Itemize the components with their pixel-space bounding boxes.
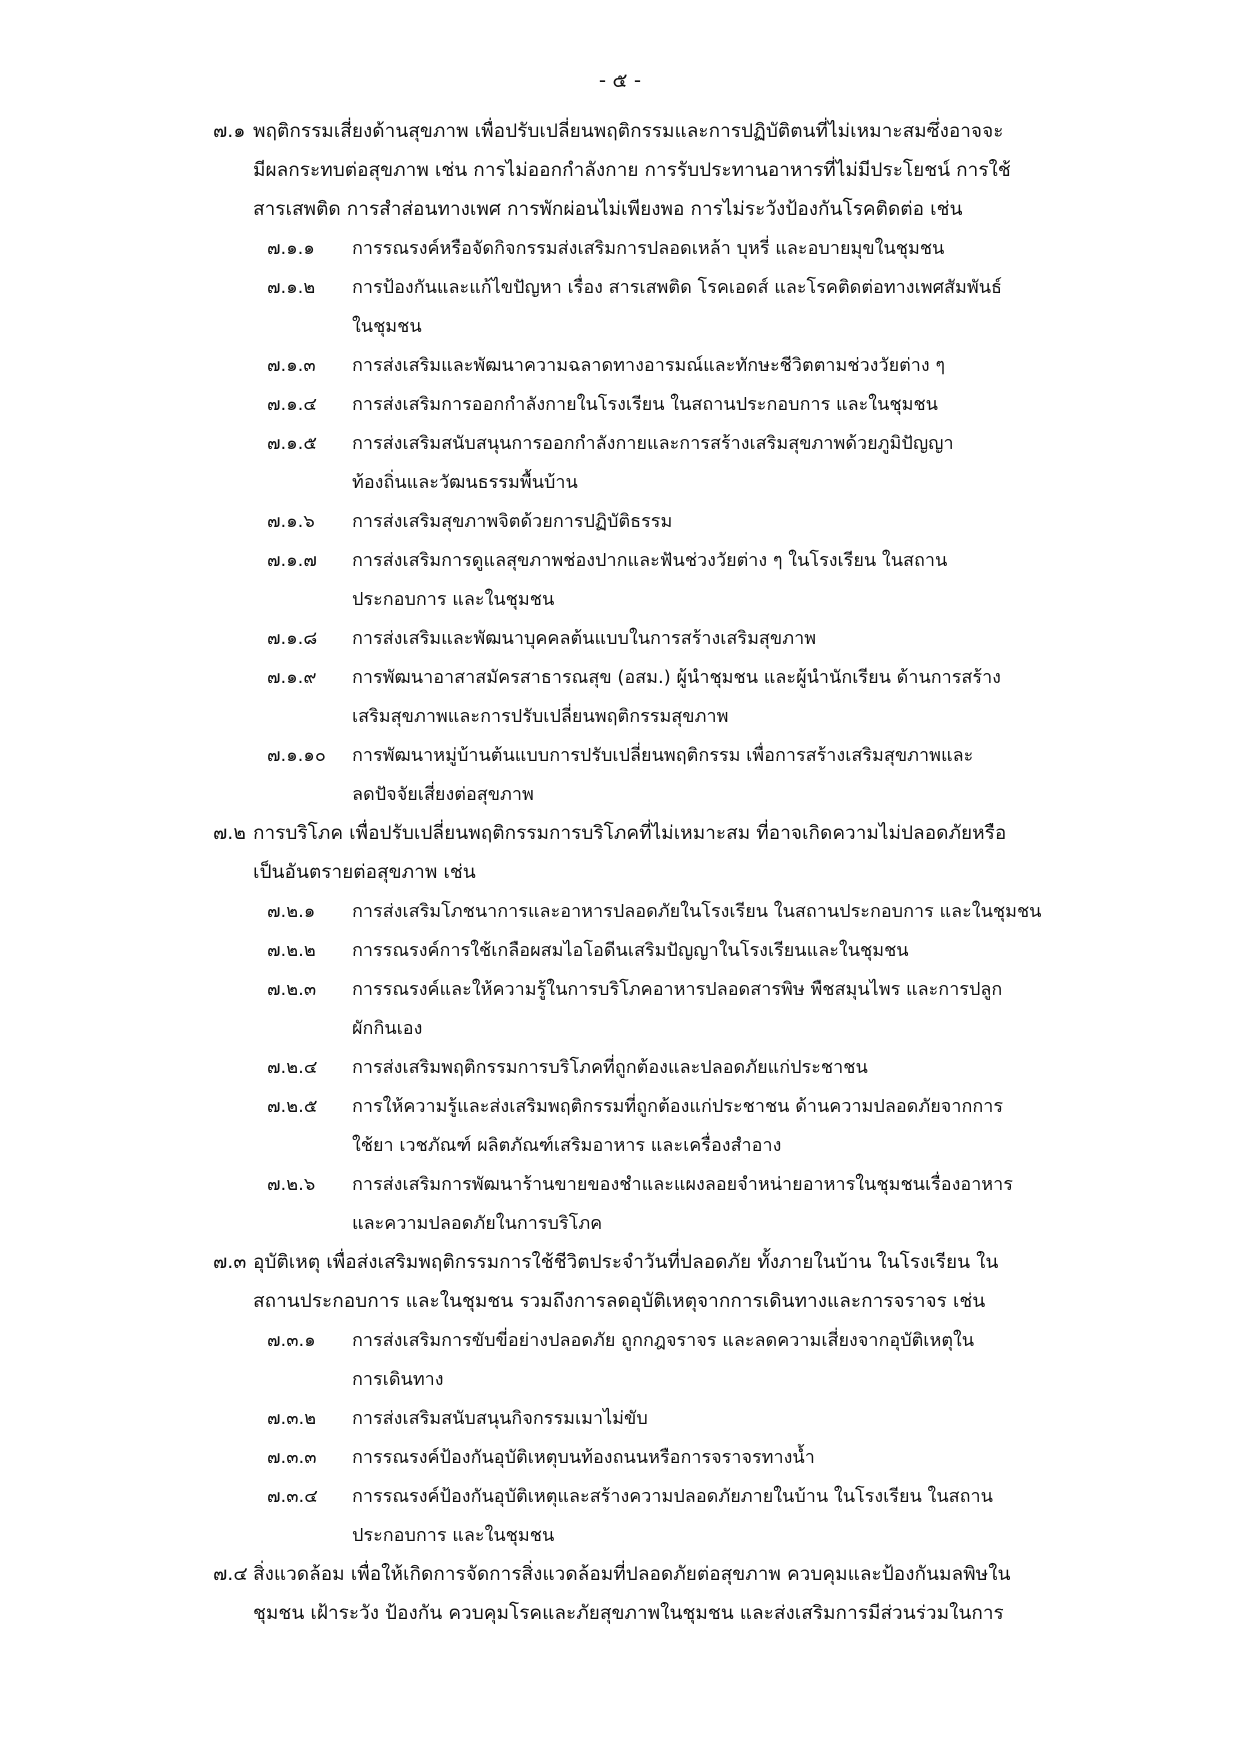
list-item-text-line: ผักกินเอง [352,1018,423,1039]
list-item-text-line: ประกอบการ และในชุมชน [352,589,555,610]
section-4 [213,1555,1098,1633]
list-item-number: ๗.๑.๑๐ [267,745,326,766]
list-item-text-line: ประกอบการ และในชุมชน [352,1525,555,1546]
list-item-text-line: การป้องกันและแก้ไขปัญหา เรื่อง สารเสพติด โรคเอดส์ และโรคติดต่อทางเพศสัมพันธ์ [352,277,1003,298]
list-item-number: ๗.๑.๘ [267,628,318,649]
list-item-text-line: การส่งเสริมการดูแลสุขภาพช่องปากและฟันช่วงวัยต่าง ๆ ในโรงเรียน ในสถาน [352,550,948,571]
page-number: - ๕ - [598,68,642,92]
list-item-text-line: การส่งเสริมการออกกำลังกายในโรงเรียน ในสถานประกอบการ และในชุมชน [352,394,938,415]
list-item-text-line: การส่งเสริมและพัฒนาความฉลาดทางอารมณ์และทักษะชีวิตตามช่วงวัยต่าง ๆ [352,355,946,376]
list-item-text-line: ในชุมชน [352,316,422,337]
section-text-line: สถานประกอบการ และในชุมชน รวมถึงการลดอุบัติเหตุจากการเดินทางและการจราจร เช่น [253,1290,986,1312]
list-item-text-line: การพัฒนาอาสาสมัครสาธารณสุข (อสม.) ผู้นำชุมชน และผู้นำนักเรียน ด้านการสร้าง [352,667,1001,688]
list-item [267,970,1107,1048]
list-item [267,1477,1107,1555]
section-number: ๗.๓ [213,1251,247,1273]
section-number: ๗.๔ [213,1563,248,1585]
list-item-number: ๗.๑.๓ [267,355,316,376]
list-item-text-line: การรณรงค์ป้องกันอุบัติเหตุและสร้างความปลอดภัยภายในบ้าน ในโรงเรียน ในสถาน [352,1486,993,1507]
list-item-number: ๗.๑.๕ [267,433,318,454]
list-item [267,931,1107,970]
section-text-line: ชุมชน เฝ้าระวัง ป้องกัน ควบคุมโรคและภัยสุขภาพในชุมชน และส่งเสริมการมีส่วนร่วมในการ [253,1602,1004,1624]
list-item [267,424,1107,502]
list-item-text-line: การส่งเสริมสุขภาพจิตด้วยการปฏิบัติธรรม [352,511,673,532]
list-item-number: ๗.๑.๔ [267,394,318,415]
section-text-line: การบริโภค เพื่อปรับเปลี่ยนพฤติกรรมการบริโภคที่ไม่เหมาะสม ที่อาจเกิดความไม่ปลอดภัยหรือ [253,822,1007,844]
list-item-text-line: การพัฒนาหมู่บ้านต้นแบบการปรับเปลี่ยนพฤติกรรม เพื่อการสร้างเสริมสุขภาพและ [352,745,974,766]
list-item-text-line: การรณรงค์หรือจัดกิจกรรมส่งเสริมการปลอดเหล้า บุหรี่ และอบายมุขในชุมชน [352,238,945,259]
list-item [267,619,1107,658]
section-text-line: อุบัติเหตุ เพื่อส่งเสริมพฤติกรรมการใช้ชีวิตประจำวันที่ปลอดภัย ทั้งภายในบ้าน ในโรงเรียน ใน [253,1251,999,1273]
list-item-text-line: การส่งเสริมโภชนาการและอาหารปลอดภัยในโรงเรียน ในสถานประกอบการ และในชุมชน [352,901,1042,922]
list-item-text-line: การเดินทาง [352,1369,444,1390]
section-number: ๗.๑ [213,120,246,142]
list-item-number: ๗.๑.๒ [267,277,316,298]
list-item-text-line: การส่งเสริมสนับสนุนกิจกรรมเมาไม่ขับ [352,1408,648,1429]
list-item-number: ๗.๒.๔ [267,1057,318,1078]
list-item [267,658,1107,736]
list-item-text-line: เสริมสุขภาพและการปรับเปลี่ยนพฤติกรรมสุขภาพ [352,706,729,727]
list-item-number: ๗.๓.๑ [267,1330,316,1351]
list-item-text-line: การส่งเสริมการพัฒนาร้านขายของชำและแผงลอยจำหน่ายอาหารในชุมชนเรื่องอาหาร [352,1174,1013,1195]
section-1 [213,112,1098,229]
list-item-text-line: การรณรงค์และให้ความรู้ในการบริโภคอาหารปลอดสารพิษ พืชสมุนไพร และการปลูก [352,979,1003,1000]
section-text-line: มีผลกระทบต่อสุขภาพ เช่น การไม่ออกกำลังกาย การรับประทานอาหารที่ไม่มีประโยชน์ การใช้ [253,159,1011,181]
list-item [267,892,1107,931]
section-3 [213,1243,1098,1321]
list-item-text-line: ใช้ยา เวชภัณฑ์ ผลิตภัณฑ์เสริมอาหาร และเครื่องสำอาง [352,1135,782,1156]
list-item-number: ๗.๑.๑ [267,238,315,259]
list-item [267,541,1107,619]
list-item-text-line: การรณรงค์ป้องกันอุบัติเหตุบนท้องถนนหรือการจราจรทางน้ำ [352,1447,815,1468]
list-item-text-line: การส่งเสริมพฤติกรรมการบริโภคที่ถูกต้องและปลอดภัยแก่ประชาชน [352,1057,868,1078]
list-item [267,346,1107,385]
list-item-number: ๗.๒.๓ [267,979,317,1000]
section-text-line: สารเสพติด การสำส่อนทางเพศ การพักผ่อนไม่เพียงพอ การไม่ระวังป้องกันโรคติดต่อ เช่น [253,198,963,220]
list-item-number: ๗.๒.๖ [267,1174,316,1195]
section-text-line: พฤติกรรมเสี่ยงด้านสุขภาพ เพื่อปรับเปลี่ยนพฤติกรรมและการปฏิบัติตนที่ไม่เหมาะสมซึ่งอาจจะ [253,120,1004,142]
list-item-number: ๗.๒.๒ [267,940,316,961]
list-item-number: ๗.๒.๑ [267,901,316,922]
list-item-text-line: ท้องถิ่นและวัฒนธรรมพื้นบ้าน [352,472,578,493]
list-item-number: ๗.๑.๙ [267,667,317,688]
list-item-number: ๗.๒.๕ [267,1096,318,1117]
list-item [267,1438,1107,1477]
section-number: ๗.๒ [213,822,246,844]
list-item [267,268,1107,346]
list-item [267,736,1107,814]
list-item-number: ๗.๑.๗ [267,550,317,571]
list-item [267,229,1107,268]
list-item-text-line: การรณรงค์การใช้เกลือผสมไอโอดีนเสริมปัญญาในโรงเรียนและในชุมชน [352,940,909,961]
list-item [267,1321,1107,1399]
list-item [267,1087,1107,1165]
list-item [267,1165,1107,1243]
list-item-number: ๗.๓.๒ [267,1408,317,1429]
list-item-number: ๗.๑.๖ [267,511,315,532]
document-body [0,112,1240,1633]
section-text-line: เป็นอันตรายต่อสุขภาพ เช่น [253,861,476,883]
list-item-text-line: การส่งเสริมสนับสนุนการออกกำลังกายและการสร้างเสริมสุขภาพด้วยภูมิปัญญา [352,433,954,454]
list-item-text-line: ลดปัจจัยเสี่ยงต่อสุขภาพ [352,784,534,805]
list-item [267,502,1107,541]
list-item-text-line: การส่งเสริมและพัฒนาบุคคลต้นแบบในการสร้างเสริมสุขภาพ [352,628,817,649]
list-item-text-line: การให้ความรู้และส่งเสริมพฤติกรรมที่ถูกต้องแก่ประชาชน ด้านความปลอดภัยจากการ [352,1096,1004,1117]
list-item [267,385,1107,424]
list-item-text-line: และความปลอดภัยในการบริโภค [352,1213,603,1234]
list-item-text-line: การส่งเสริมการขับขี่อย่างปลอดภัย ถูกกฎจราจร และลดความเสี่ยงจากอุบัติเหตุใน [352,1330,975,1351]
section-2 [213,814,1098,892]
list-item-number: ๗.๓.๓ [267,1447,317,1468]
list-item [267,1048,1107,1087]
section-text-line: สิ่งแวดล้อม เพื่อให้เกิดการจัดการสิ่งแวดล้อมที่ปลอดภัยต่อสุขภาพ ควบคุมและป้องกันมลพิษใน [253,1563,1011,1585]
list-item-number: ๗.๓.๔ [267,1486,318,1507]
list-item [267,1399,1107,1438]
